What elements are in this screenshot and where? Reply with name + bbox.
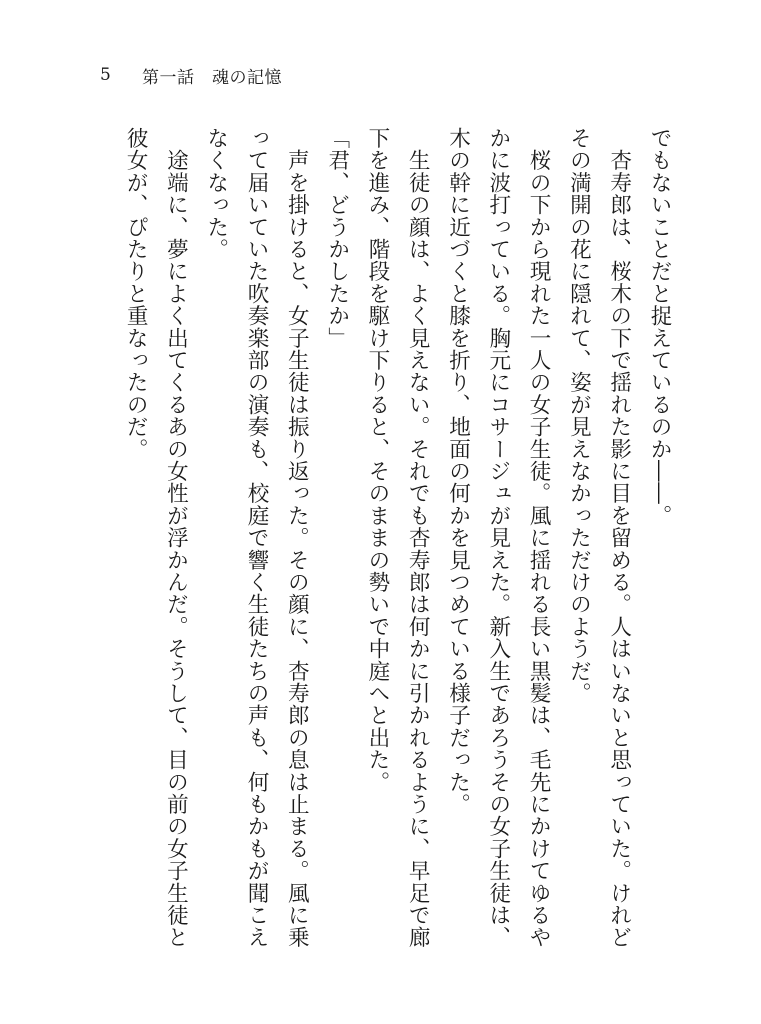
- text-line: って届いていた吹奏楽部の演奏も、校庭で響く生徒たちの声も、何もかもが聞こえ: [244, 127, 270, 949]
- text-line: 木の幹に近づくと膝を折り、地面の何かを見つめている様子だった。: [445, 127, 471, 816]
- chapter-title: 第一話 魂の記憶: [142, 67, 282, 88]
- text-line: 声を掛けると、女子生徒は振り返った。その顔に、杏寿郎の息は止まる。風に乗: [284, 127, 310, 949]
- text-line: かに波打っている。胸元にコサージュが見えた。新入生であろうその女子生徒は、: [485, 127, 511, 949]
- text-line: 途端に、夢によく出てくるあの女性が浮かんだ。そうして、目の前の女子生徒と: [163, 127, 189, 949]
- text-line: 「君、どうかしたか」: [324, 127, 350, 349]
- text-line: 下を進み、階段を駆け下りると、そのままの勢いで中庭へと出た。: [364, 127, 390, 793]
- text-line: 桜の下から現れた一人の女子生徒。風に揺れる長い黒髪は、毛先にかけてゆるや: [526, 127, 552, 949]
- text-line: その満開の花に隠れて、姿が見えなかっただけのようだ。: [566, 127, 592, 705]
- body-text: [115, 127, 679, 997]
- text-line: なくなった。: [203, 127, 229, 261]
- page-number: 5: [100, 65, 112, 85]
- text-line: でもないことだと捉えているのか――。: [647, 127, 672, 527]
- text-line: 生徒の顔は、よく見えない。それでも杏寿郎は何かに引かれるように、早足で廊: [405, 127, 431, 949]
- page-header: [100, 62, 282, 88]
- text-line: 杏寿郎は、桜木の下で揺れた影に目を留める。人はいないと思っていた。けれど: [606, 127, 632, 949]
- text-line: 彼女が、ぴたりと重なったのだ。: [123, 127, 149, 460]
